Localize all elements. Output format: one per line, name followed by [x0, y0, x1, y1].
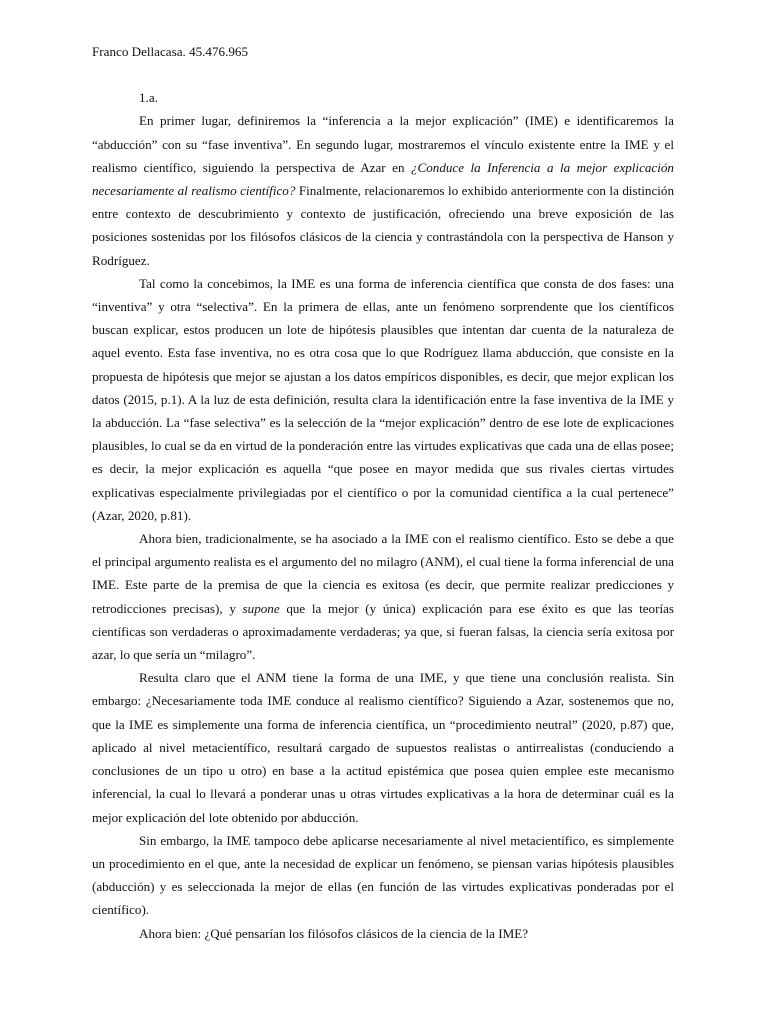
paragraph-realism-association: [92, 527, 674, 666]
text-run: Tal como la concebimos, la IME es una forma de inferencia científica que consta de dos fases: una “inventiva” y otra “selectiva”. En la primera de ellas, ante un fenómeno sorprendente que los científicos buscan explicar, estos producen un lote de hipótesis plausibles que intentan dar cuenta de la naturaleza de aquel evento. Esta fase inventiva, no es otra cosa que lo que Rodríguez llama abducción, que consiste en la propuesta de hipótesis que mejor se ajustan a los datos empíricos disponibles, es decir, que mejor explican los datos (2015, p.1). A la luz de esta definición, resulta clara la identificación entre la fase inventiva de la IME y la abducción. La “fase selectiva” es la selección de la “mejor explicación” dentro de ese lote de explicaciones plausibles, lo cual se da en virtud de la ponderación entre las virtudes explicativas que cada una de ellas posee; es decir, la mejor explicación es aquella “que posee en mayor medida que sus rivales ciertas virtudes explicativas especialmente privilegiadas por el científico o por la comunidad científica a la cual pertenece” (Azar, 2020, p.81).: [92, 275, 674, 523]
emphasis-italic: supone: [242, 600, 280, 616]
text-run: Ahora bien, tradicionalmente, se ha asociado a la IME con el realismo científico. Esto se debe a que el principal argumento realista es el argumento del no milagro (ANM), el cual tiene la forma inferencial de una IME. Este parte de la premisa de que la ciencia es exitosa (es decir, que permite realizar predicciones y retrodicciones precisas), y: [92, 531, 674, 616]
text-run: que la mejor (y única) explicación para ese éxito es que las teorías científicas son verdaderas o aproximadamente verdaderas; ya que, si fueran falsas, la ciencia sería exitosa por azar, lo que sería un “milagro”.: [92, 600, 674, 663]
paragraph-question: [92, 922, 674, 945]
paragraph-ime-definition: [92, 272, 674, 527]
author-line: Franco Dellacasa. 45.476.965: [92, 44, 248, 59]
document-page: [92, 40, 674, 945]
section-label: 1.a.: [139, 90, 158, 106]
text-run: Resulta claro que el ANM tiene la forma de una IME, y que tiene una conclusión realista. Sin embargo: ¿Necesariamente toda IME conduce al realismo científico? Siguiendo a Azar, sostenemos que no, que la IME es simplemente una forma de inferencia científica, un “procedimiento neutral” (2020, p.87) que, aplicado al nivel metacientífico, resultará cargado de supuestos realistas o antirrealistas (conduciendo a conclusiones de un tipo u otro) en base a la actitud epistémica que posea quien emplee este mecanismo inferencial, la cual lo llevará a ponderar unas u otras virtudes explicativas a la hora de determinar cuál es la mejor explicación del lote obtenido por abducción.: [92, 670, 674, 825]
text-run: Sin embargo, la IME tampoco debe aplicarse necesariamente al nivel metacientífico, es simplemente un procedimiento en el que, ante la necesidad de explicar un fenómeno, se piensan varias hipótesis plausibles (abducción) y es seleccionada la mejor de ellas (en función de las virtudes explicativas ponderadas por el científico).: [92, 832, 674, 918]
paragraph-introduction: [92, 109, 674, 271]
text-run: Ahora bien: ¿Qué pensarían los filósofos clásicos de la ciencia de la IME?: [139, 925, 529, 941]
article-title-italic: ¿Conduce la Inferencia a la mejor explicación necesariamente al realismo científico?: [92, 159, 674, 199]
paragraph-procedure: [92, 829, 674, 922]
paragraph-anm-neutral: [92, 666, 674, 828]
text-run: En primer lugar, definiremos la “inferencia a la mejor explicación” (IME) e identificaremos la “abducción” con su “fase inventiva”. En segundo lugar, mostraremos el vínculo existente entre la IME y el realismo científico, siguiendo la perspectiva de Azar en: [92, 113, 674, 175]
text-run: Finalmente, relacionaremos lo exhibido anteriormente con la distinción entre contexto de descubrimiento y contexto de justificación, ofreciendo una breve exposición de las posiciones sostenidas por los filósofos clásicos de la ciencia y contrastándola con la perspectiva de Hanson y Rodríguez.: [92, 183, 675, 268]
